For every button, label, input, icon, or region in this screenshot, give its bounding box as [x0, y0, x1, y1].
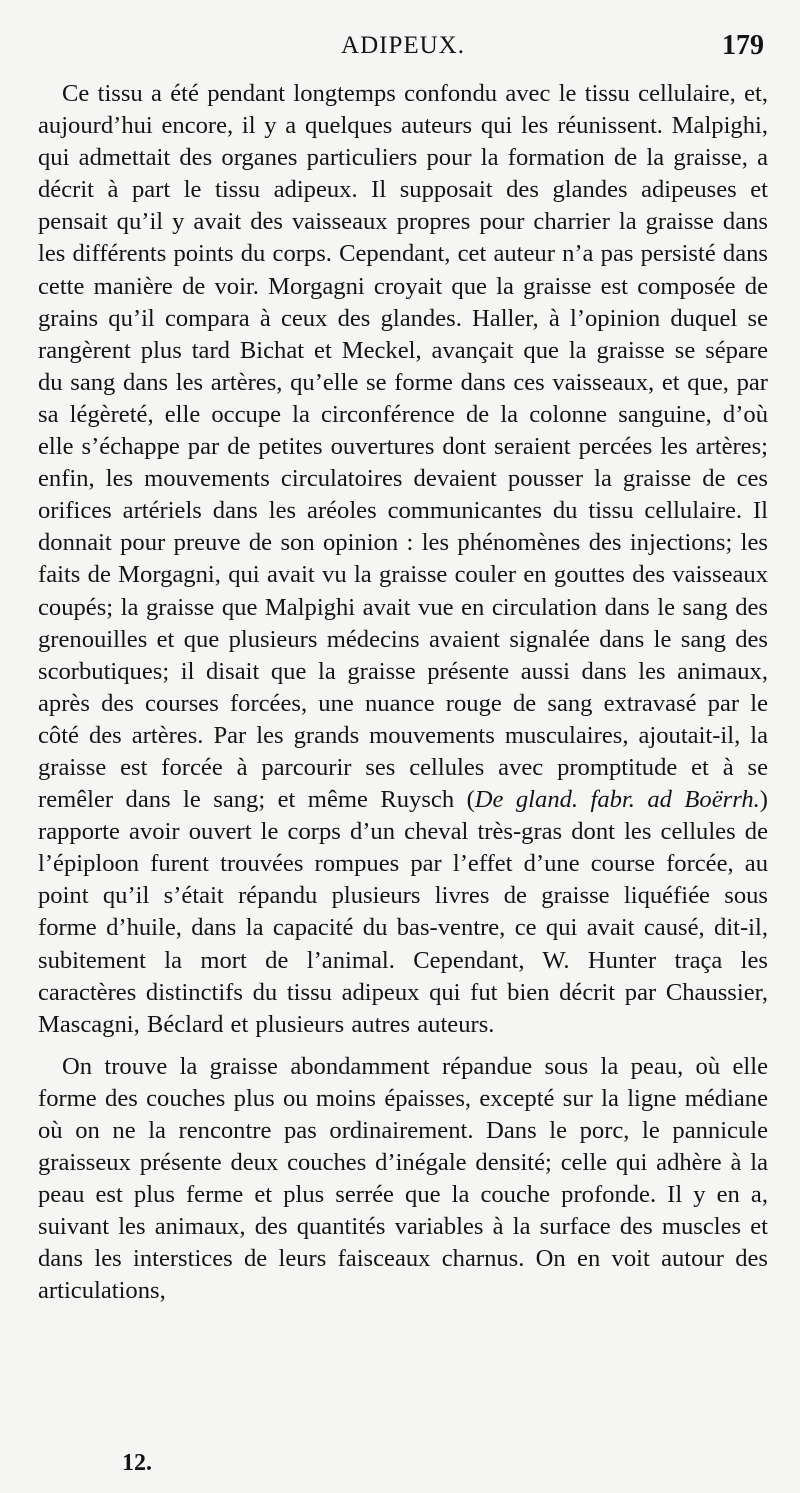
- paragraph-1-text-continued: ) rapporte avoir ouvert le corps d’un cheval très-gras dont les cellules de l’épiploon furent trouvées rompues par l’effet d’une course forcée, au point qu’il s’était répandu plusieurs livres de graisse liquéfiée sous forme d’huile, dans la capacité du bas-ventre, ce qui avait causé, dit-il, subitement la mort de l’animal. Cependant, W. Hunter traça les caractères distinctifs du tissu adipeux qui fut bien décrit par Chaussier, Mascagni, Béclard et plusieurs autres auteurs.: [38, 786, 768, 1038]
- paragraph-1: [38, 78, 768, 1041]
- citation: De gland. fabr. ad Boërrh.: [474, 786, 760, 814]
- running-title: ADIPEUX.: [341, 32, 465, 59]
- paragraph-2: On trouve la graisse abondamment répandue sous la peau, où elle forme des couches plus ou moins épaisses, excepté sur la ligne médiane où on ne la rencontre pas ordinairement. Dans le porc, le pannicule graisseux présente deux couches d’inégale densité; celle qui adhère à la peau est plus ferme et plus serrée que la couche profonde. Il y en a, suivant les animaux, des quantités variables à la surface des muscles et dans les interstices de leurs faisceaux charnus. On en voit autour des articulations,: [38, 1052, 768, 1305]
- page-number: 179: [722, 30, 764, 61]
- body-text: [38, 78, 768, 1308]
- signature-mark: 12.: [122, 1450, 152, 1476]
- paragraph-1-text: Ce tissu a été pendant longtemps confondu avec le tissu cellulaire, et, aujourd’hui encore, il y a quelques auteurs qui les réunissent. Malpighi, qui admettait des organes particuliers pour la formation de la graisse, a décrit à part le tissu adipeux. Il supposait des glandes adipeuses et pensait qu’il y avait des vaisseaux propres pour charrier la graisse dans les différents points du corps. Cependant, cet auteur n’a pas persisté dans cette manière de voir. Morgagni croyait que la graisse est composée de grains qu’il compara à ceux des glandes. Haller, à l’opinion duquel se rangèrent plus tard Bichat et Meckel, avançait que la graisse se sépare du sang dans les artères, qu’elle se forme dans ces vaisseaux, et que, par sa légèreté, elle occupe la circonférence de la colonne sanguine, d’où elle s’échappe par de petites ouvertures dont seraient percées les artères; enfin, les mouvements circulatoires devaient pousser la graisse de ces orifices artériels dans les aréoles communicantes du tissu cellulaire. Il donnait pour preuve de son opinion : les phénomènes des injections; les faits de Morgagni, qui avait vu la graisse couler en gouttes des vaisseaux coupés; la graisse que Malpighi avait vue en circulation dans le sang des grenouilles et que plusieurs médecins avaient signalée dans le sang des scorbutiques; il disait que la graisse présente aussi dans les animaux, après des courses forcées, une nuance rouge de sang extravasé par le côté des artères. Par les grands mouvements musculaires, ajoutait-il, la graisse est forcée à parcourir ses cellules avec promptitude et à se remêler dans le sang; et même Ruysch (: [38, 80, 768, 814]
- page-header: [38, 30, 768, 70]
